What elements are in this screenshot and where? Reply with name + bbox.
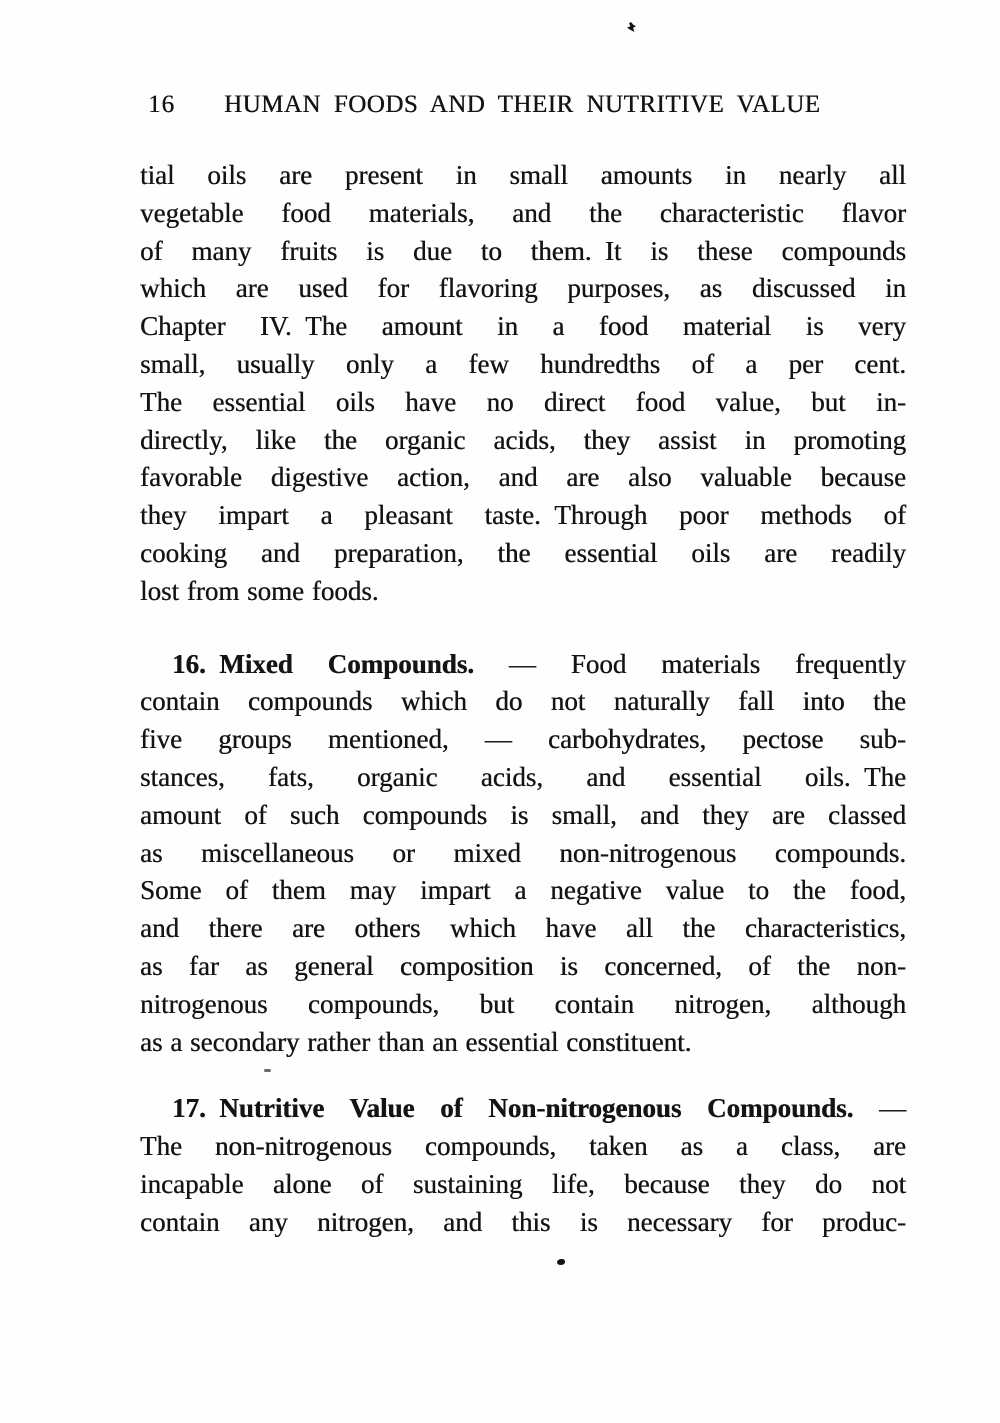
line-text: Chapter IV. The amount in a food material is very: [140, 311, 906, 342]
section-heading: 17. Nutritive Value of Non-nitrogenous Compounds.: [172, 1093, 854, 1124]
text-line: [140, 683, 906, 721]
line-text: of many fruits is due to them. It is these compounds: [140, 235, 906, 266]
running-header: [140, 90, 906, 122]
line-text: The essential oils have no direct food value, but in-: [140, 386, 906, 417]
text-line: [140, 721, 906, 759]
line-text: vegetable food materials, and the characteristic flavor: [140, 197, 906, 228]
line-text: — Food materials frequently: [473, 648, 906, 679]
text-line: [140, 346, 906, 384]
line-text: and there are others which have all the characteristics,: [140, 913, 906, 944]
text-line: [140, 573, 906, 611]
line-text: directly, like the organic acids, they assist in promoting: [140, 424, 906, 455]
line-text: —: [853, 1093, 907, 1124]
line-text: tial oils are present in small amounts in nearly all: [140, 160, 906, 190]
line-text: stances, fats, organic acids, and essential oils. The: [140, 761, 906, 792]
line-text: they impart a pleasant taste. Through poor methods of: [140, 500, 906, 531]
line-text: which are used for flavoring purposes, as discussed in: [140, 273, 906, 304]
line-text: as a secondary rather than an essential constituent.: [140, 1026, 692, 1057]
ink-speck-top: [627, 22, 636, 32]
text-line: [140, 646, 906, 684]
text-line: [140, 195, 906, 233]
text-line: [140, 948, 906, 986]
line-text: as far as general composition is concerned, of the non-: [140, 950, 906, 981]
text-line: [140, 759, 906, 797]
ink-speck-middle: [264, 1069, 271, 1072]
line-text: as miscellaneous or mixed non-nitrogenous compounds.: [140, 837, 906, 868]
text-line: [140, 157, 906, 195]
line-text: cooking and preparation, the essential oils are readily: [140, 537, 906, 568]
text-line: [140, 497, 906, 535]
text-line: [140, 797, 906, 835]
text-line: [140, 872, 906, 910]
text-line: [140, 835, 906, 873]
text-line: [140, 910, 906, 948]
text-line: [140, 384, 906, 422]
section-heading: 16. Mixed Compounds.: [172, 648, 474, 679]
text-line: [140, 1024, 906, 1062]
line-text: contain any nitrogen, and this is necessary for produc-: [140, 1206, 906, 1237]
paragraph-17-nutritive-value: [140, 1090, 906, 1241]
text-line: [140, 535, 906, 573]
line-text: Some of them may impart a negative value to the food,: [140, 875, 906, 906]
line-text: favorable digestive action, and are also valuable because: [140, 462, 906, 493]
line-text: lost from some foods.: [140, 575, 379, 606]
text-line: [140, 308, 906, 346]
page-number: 16: [148, 91, 175, 118]
line-text: amount of such compounds is small, and they are classed: [140, 799, 906, 830]
text-line: [140, 459, 906, 497]
line-text: small, usually only a few hundredths of a per cent.: [140, 348, 906, 379]
ink-speck-bottom: [557, 1259, 565, 1265]
text-line: [140, 986, 906, 1024]
text-line: [140, 422, 906, 460]
text-line: [140, 1166, 906, 1204]
text-line: [140, 1128, 906, 1166]
line-text: nitrogenous compounds, but contain nitrogen, although: [140, 988, 906, 1019]
line-text: contain compounds which do not naturally fall into the: [140, 686, 906, 717]
text-line: [140, 1090, 906, 1128]
text-line: [140, 1204, 906, 1242]
text-line: [140, 233, 906, 271]
paragraph-16-mixed-compounds: [140, 646, 906, 1062]
paragraph-essential-oils: [140, 157, 906, 611]
running-title: HUMAN FOODS AND THEIR NUTRITIVE VALUE: [224, 91, 821, 118]
text-line: [140, 270, 906, 308]
line-text: incapable alone of sustaining life, because they do not: [140, 1168, 906, 1199]
text-block: [140, 157, 906, 1242]
line-text: five groups mentioned, — carbohydrates, pectose sub-: [140, 724, 906, 755]
line-text: The non-nitrogenous compounds, taken as a class, are: [140, 1131, 906, 1162]
